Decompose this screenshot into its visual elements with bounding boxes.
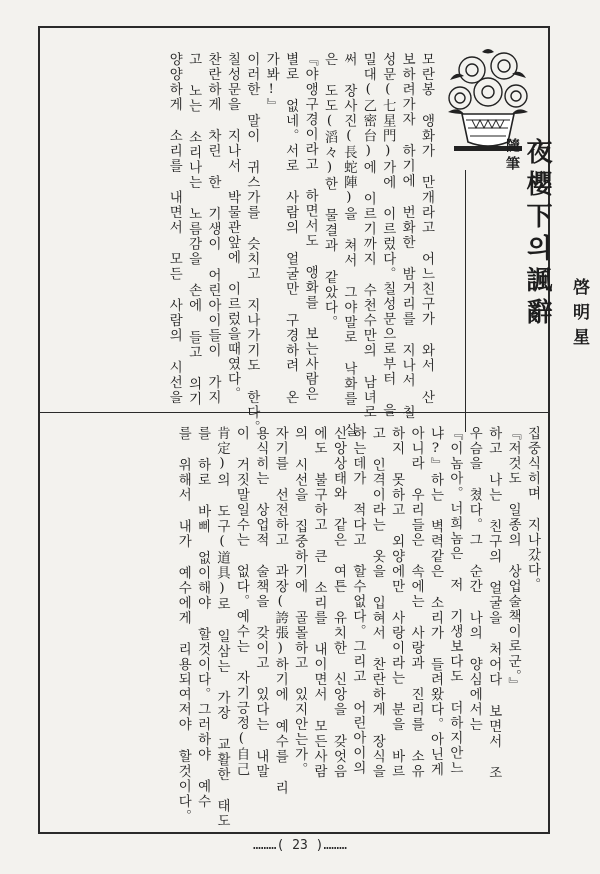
text-column: 肯定)의 도구(道具)로 일삼는 가장 교활한 태도 (214, 426, 230, 829)
text-column: 모란봉 앵화가 만개라고 어느친구가 와서 산 (419, 52, 434, 405)
section-divider (38, 412, 550, 413)
text-column: 칠성문을 지나서 박물관앞에 이르렀을때였다。 (224, 52, 240, 402)
text-column: 밀대(乙密台)에 이르기까지 수천수만의 남녀로 (360, 52, 376, 420)
title-divider (465, 170, 466, 432)
bottom-body-text (173, 426, 542, 829)
text-column: 은 도도(滔々)한 물결과 같았다。 (321, 52, 337, 330)
text-column: 아니라 우리들은 속에는 사랑과 진리를 소유 (408, 426, 424, 779)
text-column: 에도 불구하고 큰 소리를 내이면서 모든사람 (311, 426, 327, 779)
page-number: ………( 23 )……… (253, 838, 347, 853)
text-column: 를 하로 바삐 없이해야 할것이다。그러하야 예수 (195, 426, 211, 809)
text-column: 찬란하게 차린 한 기생이 어린아이들이 가지 (205, 52, 221, 405)
text-column: 별로 없네。서로 사람의 얼굴만 구경하려 온 (283, 52, 299, 405)
article-title: 夜櫻下의諷辭 (522, 138, 552, 330)
text-column: 『저것도 일종의 상업술책이로군。』 (505, 426, 521, 693)
text-column: 용식히는 상업적 술책을 갖이고 있다는 내말 (253, 426, 269, 779)
text-column: 『야앵구경이라고 하면서도 앵화를 보는사람은 (302, 52, 318, 402)
text-column: 성문(七星門)가에 이르렀다。칠성문으로부터 을 (380, 52, 396, 419)
text-column: 의 시선을 집중하기에 골몰하고 있지안는가。 (292, 426, 308, 778)
text-column: 양양하게 소리를 내면서 모든 사람의 시선을 (166, 52, 182, 405)
text-column: 하는데가 적다고 할수없다。그리고 어린아이의 (350, 426, 366, 776)
text-column: 집중식히며 지나갔다。 (525, 426, 540, 593)
text-column: 보하려가자 하기에 번화한 밤거리를 지나서 칠 (399, 52, 415, 420)
text-column: 이 거짓말일수는 없다。예수는 자기긍정(自己 (233, 426, 249, 778)
text-column: 하고 나는 친구의 얼굴을 처어다 보면서 조 (486, 426, 502, 781)
text-column: 써 장사진(長蛇陣)을 쳐서 그야말로 낙화를 실 (341, 52, 357, 439)
top-body-text (164, 52, 436, 439)
text-column: 신앙상태와 같은 여튼 유치한 신앙을 갖엇음 (330, 426, 346, 779)
text-column: 가봐!』 (263, 52, 279, 114)
text-column: 를 위해서 내가 예수에게 리용되여저야 할것이다。 (175, 426, 191, 824)
text-column: 자기를 선전하고 과장(誇張)하기에 예수를 리 (272, 426, 288, 796)
text-column: 고 인격이라는 옷을 입혀서 찬란하게 장식을 (369, 426, 385, 779)
section-label: 隨筆 (504, 138, 520, 174)
author-name: 啓明星 (569, 278, 589, 353)
text-column: 『이놈아。너희놈은 저 기생보다도 더하지안느 (447, 426, 463, 776)
text-column: 우슴을 쳤다。그 순간 나의 양심에서는 (466, 426, 482, 733)
text-column: 이러한 말이 귀스가를 슷치고 지나가기도 한다。 (244, 52, 260, 435)
text-column: 냐?』하는 벽력같은 소리가 들려왔다。아닌게 (427, 426, 443, 778)
text-column: 고 노는 소리나는 노름감을 손에 들고 의기 (186, 52, 202, 407)
text-column: 하지 못하고 외양에만 사랑이라는 분을 바르 (389, 426, 405, 779)
